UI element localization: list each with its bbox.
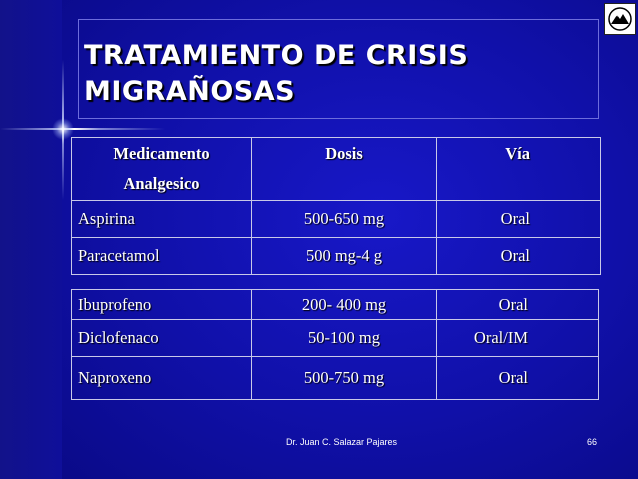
cell-route: Oral: [437, 290, 599, 320]
medication-table-primary: [71, 137, 601, 275]
header-medicamento-line1: Medicamento: [113, 144, 210, 163]
table-row: [72, 290, 599, 320]
cell-dose: 200- 400 mg: [252, 290, 437, 320]
title-line-2: MIGRAÑOSAS: [84, 76, 296, 107]
cell-route: Oral: [437, 201, 601, 238]
star-flare-horizontal: [0, 128, 165, 130]
cell-medication: Diclofenaco: [72, 320, 252, 357]
cell-dose: 500-650 mg: [252, 201, 437, 238]
table-row: [72, 357, 599, 400]
header-via: Vía: [437, 138, 601, 201]
cell-medication: Ibuprofeno: [72, 290, 252, 320]
table-row: [72, 320, 599, 357]
slide-title: [84, 38, 468, 110]
cell-medication: Paracetamol: [72, 238, 252, 275]
medication-table-secondary: [71, 289, 599, 400]
page-number: 66: [587, 437, 598, 447]
header-dosis: Dosis: [252, 138, 437, 201]
cell-route: Oral: [437, 238, 601, 275]
cell-medication: Naproxeno: [72, 357, 252, 400]
background-left-band: [0, 0, 62, 479]
table-row: [72, 201, 601, 238]
header-medicamento-line2: Analgesico: [123, 174, 200, 193]
footer-author: Dr. Juan C. Salazar Pajares: [286, 437, 398, 447]
table-row: [72, 238, 601, 275]
title-line-1: TRATAMIENTO DE CRISIS: [84, 40, 469, 71]
cell-route: Oral/IM: [437, 320, 599, 357]
mountain-logo-icon: [604, 3, 636, 35]
header-medicamento: [72, 138, 252, 201]
table-header-row: [72, 138, 601, 201]
cell-route: Oral: [437, 357, 599, 400]
cell-dose: 50-100 mg: [252, 320, 437, 357]
cell-dose: 500-750 mg: [252, 357, 437, 400]
cell-medication: Aspirina: [72, 201, 252, 238]
cell-dose: 500 mg-4 g: [252, 238, 437, 275]
